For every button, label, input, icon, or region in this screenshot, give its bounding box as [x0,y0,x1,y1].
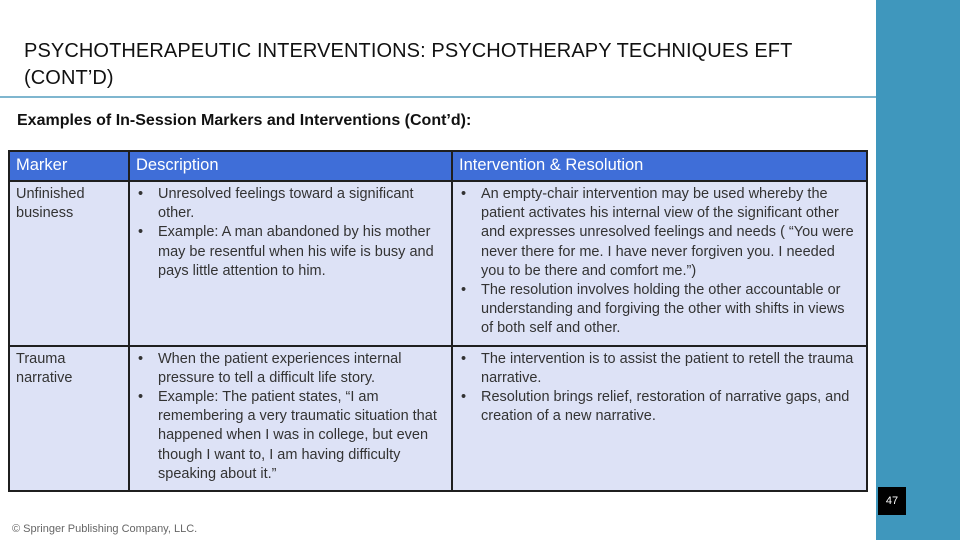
copyright-footer: © Springer Publishing Company, LLC. [12,523,198,535]
table-row [9,346,867,491]
header-marker: Marker [9,151,129,181]
right-accent-bar [876,0,960,540]
intervention-list [459,185,860,339]
description-cell [129,346,452,491]
description-list [136,350,445,484]
description-cell [129,181,452,346]
list-item: • Unresolved feelings toward a significant other. [136,185,445,223]
table-header-row [9,151,867,181]
list-item: • Resolution brings relief, restoration of narrative gaps, and creation of a new narrative. [459,388,860,426]
list-item: • An empty-chair intervention may be used whereby the patient activates his internal view of the significant other and expresses unresolved feelings and needs ( “You were never there for me. I have never forgiven you. I needed you to be there and comfort me.”) [459,185,860,281]
list-item: • Example: The patient states, “I am remembering a very traumatic situation that happened when I was in college, but even though I want to, I am having difficulty speaking about it.” [136,388,445,484]
markers-table [8,150,868,492]
header-intervention: Intervention & Resolution [452,151,867,181]
description-list [136,185,445,281]
intervention-cell [452,181,867,346]
title-divider [0,96,876,98]
intervention-cell [452,346,867,491]
marker-cell: Unfinished business [9,181,129,346]
header-description: Description [129,151,452,181]
list-item: • The resolution involves holding the other accountable or understanding and forgiving the other with shifts in views of both self and other. [459,281,860,339]
marker-cell: Trauma narrative [9,346,129,491]
list-item: • When the patient experiences internal pressure to tell a difficult life story. [136,350,445,388]
table-row [9,181,867,346]
list-item: • The intervention is to assist the patient to retell the trauma narrative. [459,350,860,388]
slide-title: PSYCHOTHERAPEUTIC INTERVENTIONS: PSYCHOTHERAPY TECHNIQUES EFT (CONT’D) [24,40,793,89]
page-number: 47 [878,487,906,515]
list-item: • Example: A man abandoned by his mother may be resentful when his wife is busy and pays little attention to him. [136,223,445,281]
slide-subtitle: Examples of In-Session Markers and Interventions (Cont’d): [17,112,472,129]
intervention-list [459,350,860,427]
